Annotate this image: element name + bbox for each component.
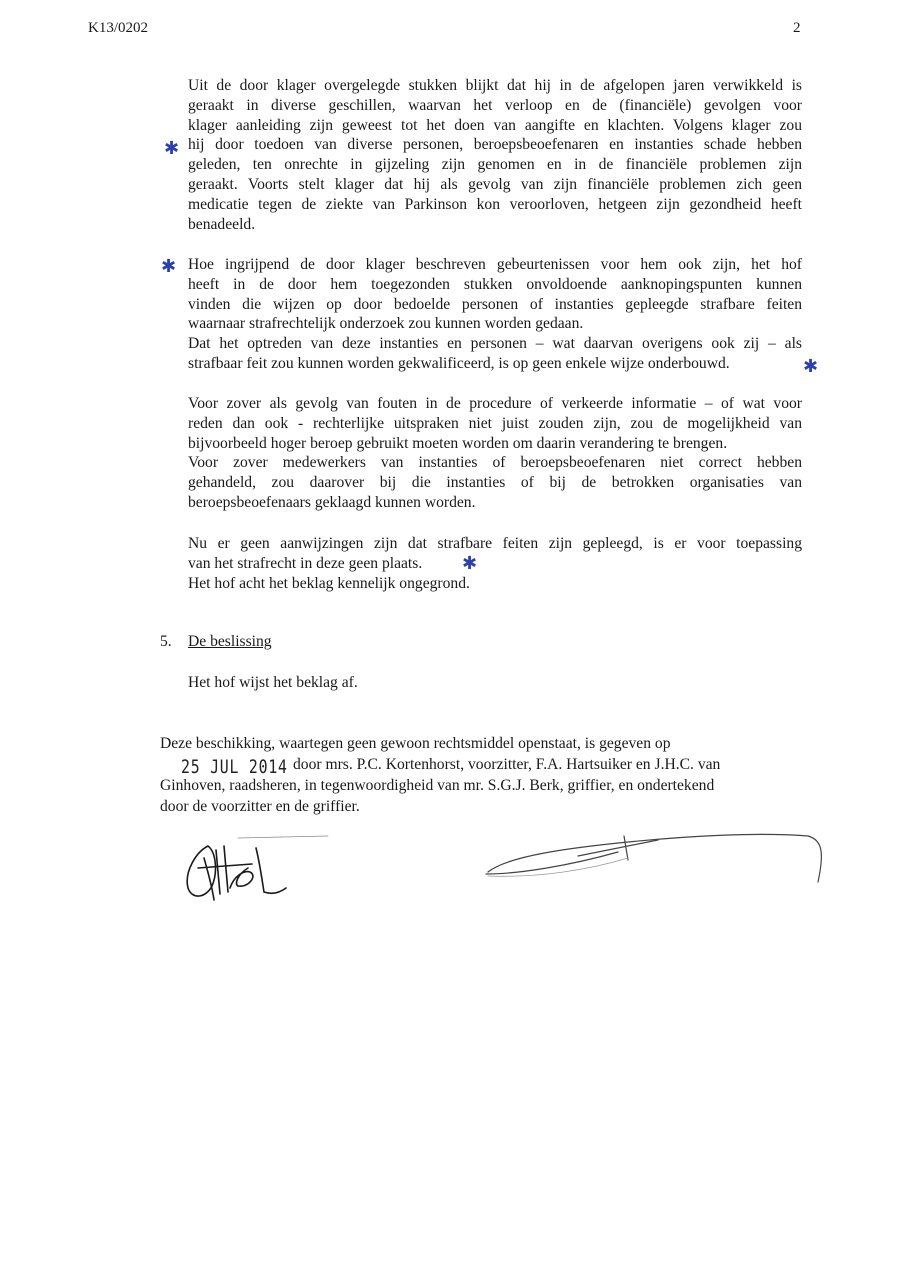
text-line: Nu er geen aanwijzingen zijn dat strafbare feiten zijn gepleegd, is er voor toepassing <box>188 535 802 552</box>
text-line: hij door toedoen van diverse personen, beroepsbeoefenaren en instanties schade hebben <box>188 136 802 154</box>
text-line: strafbaar feit zou kunnen worden gekwalificeerd, is op geen enkele wijze onderbouwd. <box>188 354 730 372</box>
page-number: 2 <box>793 20 801 36</box>
decision-text: Het hof wijst het beklag af. <box>188 674 358 691</box>
text-line: beroepsbeoefenaars geklaagd kunnen worden. <box>188 493 476 511</box>
text-line: door de voorzitter en de griffier. <box>160 798 360 815</box>
text-line: geraakt. Voorts stelt klager dat hij als gevolg van zijn financiële problemen zich geen <box>188 175 802 193</box>
asterisk-annotation-icon: ✱ <box>161 256 177 277</box>
text-line: reden dan ook - rechterlijke uitspraken niet juist zouden zijn, zou de mogelijkheid van <box>188 414 802 432</box>
text-line: gehandeld, zou daarover bij die instanties of bij de betrokken organisaties van <box>188 474 802 492</box>
case-number: K13/0202 <box>88 20 148 36</box>
paragraph-2 <box>188 255 802 374</box>
text-line: vinden die wijzen op door bedoelde personen of instanties gepleegde strafbare feiten <box>188 295 802 313</box>
text-line: klager aanleiding zijn geweest tot het doen van aangifte en klachten. Volgens klager zou <box>188 116 802 134</box>
paragraph-3 <box>188 394 802 513</box>
text-line: bijvoorbeeld hoger beroep gebruikt moeten worden om daarin verandering te brengen. <box>188 434 728 452</box>
date-stamp: 25 JUL 2014 <box>181 756 288 778</box>
text-line: medicatie tegen de ziekte van Parkinson kon veroorloven, hetgeen zijn gezondheid heeft <box>188 195 802 213</box>
chairman-signature <box>178 828 348 908</box>
section-title: De beslissing <box>188 633 272 650</box>
clerk-signature <box>478 826 828 886</box>
text-line: geleden, ten onrechte in gijzeling zijn genomen en in de financiële problemen zijn <box>188 156 802 174</box>
text-line: Hoe ingrijpend de door klager beschreven gebeurtenissen voor hem ook zijn, het hof <box>188 256 802 273</box>
text-line: Ginhoven, raadsheren, in tegenwoordigheid van mr. S.G.J. Berk, griffier, en ondertekend <box>160 777 715 794</box>
text-line: van het strafrecht in deze geen plaats. <box>188 554 423 572</box>
text-line: geraakt in diverse geschillen, waarvan het verloop en de (financiële) gevolgen voor <box>188 96 802 114</box>
text-line: heeft in de door hem toegezonden stukken onvoldoende aanknopingspunten kunnen <box>188 275 802 293</box>
text-line: waarnaar strafrechtelijk onderzoek zou kunnen worden gedaan. <box>188 315 584 333</box>
paragraph-4 <box>188 534 802 593</box>
text-line: Deze beschikking, waartegen geen gewoon rechtsmiddel openstaat, is gegeven op <box>160 735 671 752</box>
text-line: Dat het optreden van deze instanties en personen – wat daarvan overigens ook zij – als <box>188 335 802 353</box>
text-line: Uit de door klager overgelegde stukken blijkt dat hij in de afgelopen jaren verwikkeld is <box>188 77 802 94</box>
text-line: Voor zover als gevolg van fouten in de procedure of verkeerde informatie – of wat voor <box>188 395 802 412</box>
text-line: door mrs. P.C. Kortenhorst, voorzitter, F.A. Hartsuiker en J.H.C. van <box>293 756 721 773</box>
asterisk-annotation-icon: ✱ <box>164 138 180 159</box>
paragraph-1 <box>188 76 802 234</box>
asterisk-annotation-icon: ✱ <box>462 553 478 574</box>
section-number: 5. <box>160 633 172 650</box>
text-line: benadeeld. <box>188 215 256 233</box>
text-line: Het hof acht het beklag kennelijk ongegrond. <box>188 574 470 592</box>
asterisk-annotation-icon: ✱ <box>803 356 819 377</box>
text-line: Voor zover medewerkers van instanties of beroepsbeoefenaren niet correct hebben <box>188 454 802 472</box>
